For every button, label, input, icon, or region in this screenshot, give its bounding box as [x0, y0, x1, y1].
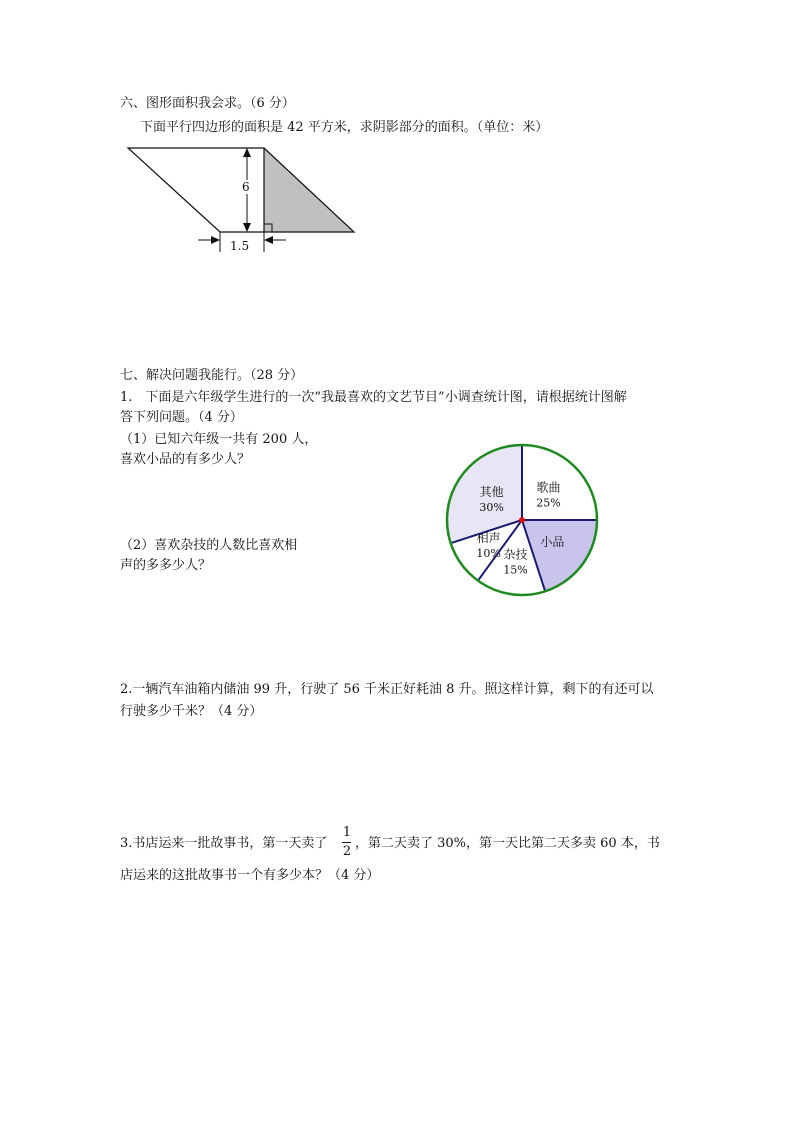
section6-prompt: 下面平行四边形的面积是 42 平方米，求阴影部分的面积。（单位：米）: [140, 120, 549, 135]
q3-line1-part-a: 3.书店运来一批故事书，第一天卖了: [120, 836, 328, 851]
q1-line1: 1. 下面是六年级学生进行的一次“我最喜欢的文艺节目”小调查统计图，请根据统计图解: [120, 390, 627, 405]
pie-slice-percent: 15%: [503, 563, 528, 577]
pie-slice-percent: 10%: [476, 547, 501, 561]
q1-sub2-line2: 声的多多少人？: [120, 558, 212, 573]
pie-chart: [440, 440, 605, 605]
q1-sub2-line1: （2）喜欢杂技的人数比喜欢相: [120, 538, 298, 553]
q1-sub1-line2: 喜欢小品的有多少人？: [120, 452, 251, 467]
pie-center-dot: [519, 517, 525, 523]
height-label: 6: [242, 180, 250, 194]
base-arrow-right-head: [264, 236, 273, 244]
pie-slice-label: 杂技: [503, 547, 528, 562]
q2-line1: 2.一辆汽车油箱内储油 99 升，行驶了 56 千米正好耗油 8 升。照这样计算，剩下的有还可以: [120, 682, 654, 697]
fraction-numerator: 1: [342, 825, 352, 840]
base-label: 1.5: [230, 239, 250, 253]
pie-slice-label: 小品: [540, 535, 565, 550]
q2-line2: 行驶多少千米？（4 分）: [120, 704, 263, 719]
parallelogram-figure: [0, 0, 793, 300]
section7-heading: 七、解决问题我能行。（28 分）: [120, 368, 304, 383]
q3-line2: 店运来的这批故事书一个有多少本？（4 分）: [120, 868, 380, 883]
height-arrow-bottom: [243, 223, 251, 232]
fraction-bar: [342, 842, 351, 843]
pie-slice-percent: 25%: [536, 496, 561, 510]
pie-slice-label: 歌曲: [536, 480, 561, 495]
q1-line2: 答下列问题。（4 分）: [120, 410, 243, 425]
base-arrow-left-head: [211, 236, 220, 244]
fraction-denominator: 2: [342, 844, 352, 859]
q1-sub1-line1: （1）已知六年级一共有 200 人，: [120, 432, 318, 447]
pie-slice-percent: 30%: [479, 500, 504, 514]
q3-line1-part-b: ，第二天卖了 30%，第一天比第二天多卖 60 本，书: [355, 836, 660, 851]
pie-slice-label: 其他: [479, 484, 504, 499]
height-arrow-top: [243, 148, 251, 157]
pie-slice-label: 相声: [476, 531, 501, 546]
section6-heading: 六、图形面积我会求。（6 分）: [120, 96, 295, 111]
